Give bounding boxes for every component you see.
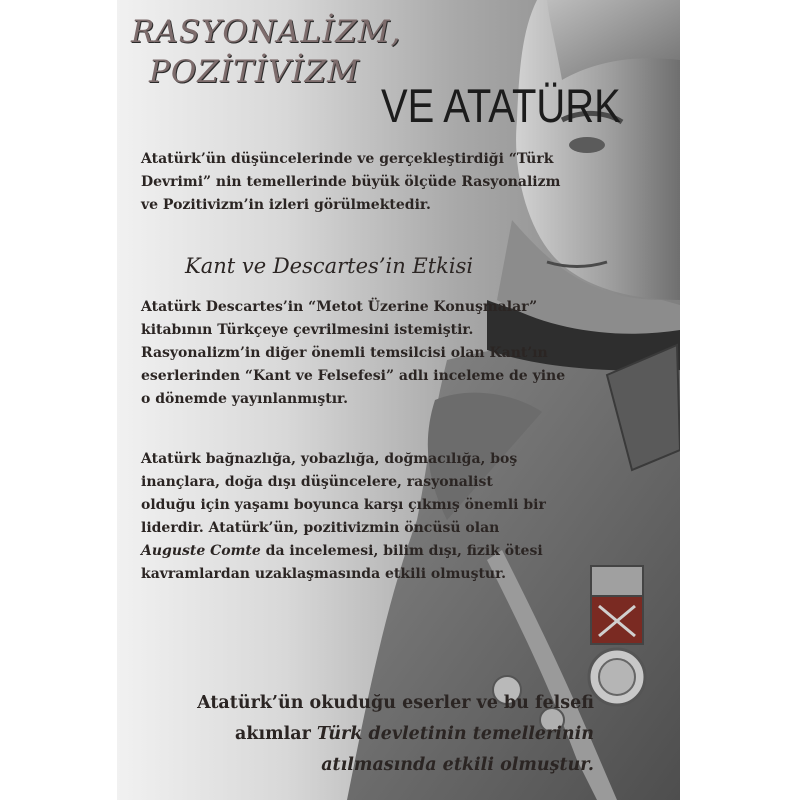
- intro-line: ve Pozitivizm’in izleri görülmektedir.: [141, 197, 431, 213]
- kant-line: Rasyonalizm’in diğer önemli temsilcisi olan Kant’ın: [141, 345, 548, 361]
- intro-paragraph: [141, 148, 601, 217]
- closing-line: [117, 719, 594, 750]
- section-heading: Kant ve Descartes’in Etkisi: [185, 254, 474, 278]
- comte-line: olduğu için yaşamı boyunca karşı çıkmış önemli bir: [141, 497, 546, 513]
- comte-line: kavramlardan uzaklaşmasında etkili olmuştur.: [141, 566, 507, 582]
- auguste-comte-name: Auguste Comte: [141, 543, 261, 559]
- intro-line: Devrimi” nin temellerinde büyük ölçüde Rasyonalizm: [141, 174, 561, 190]
- comte-line: Atatürk bağnazlığa, yobazlığa, doğmacılığa, boş: [141, 451, 518, 467]
- title-rasyonalizm: RASYONALİZM,: [131, 14, 402, 50]
- kant-line: Atatürk Descartes’in “Metot Üzerine Konuşmalar”: [141, 299, 538, 315]
- kant-line: o dönemde yayınlanmıştır.: [141, 391, 348, 407]
- title-pozitivizm: POZİTİVİZM: [149, 54, 360, 90]
- closing-statement: [117, 688, 594, 781]
- closing-line-italic: Türk devletinin temellerinin: [316, 724, 594, 744]
- closing-line-start: akımlar: [234, 724, 317, 744]
- kant-line: kitabının Türkçeye çevrilmesini istemiştir.: [141, 322, 474, 338]
- kant-paragraph: [141, 296, 601, 411]
- comte-line: da incelemesi, bilim dışı, fizik ötesi: [260, 543, 543, 559]
- poster: [117, 0, 680, 800]
- closing-line: Atatürk’ün okuduğu eserler ve bu felsefi: [197, 693, 594, 713]
- title-ve-ataturk: VE ATATÜRK: [381, 79, 621, 132]
- kant-line: eserlerinden “Kant ve Felsefesi” adlı inceleme de yine: [141, 368, 566, 384]
- closing-line: atılmasında etkili olmuştur.: [321, 755, 594, 775]
- comte-line: inançlara, doğa dışı düşüncelere, rasyonalist: [141, 474, 493, 490]
- comte-line: liderdir. Atatürk’ün, pozitivizmin öncüsü olan: [141, 520, 500, 536]
- intro-line: Atatürk’ün düşüncelerinde ve gerçekleştirdiği “Türk: [141, 151, 554, 167]
- comte-paragraph: [141, 448, 611, 586]
